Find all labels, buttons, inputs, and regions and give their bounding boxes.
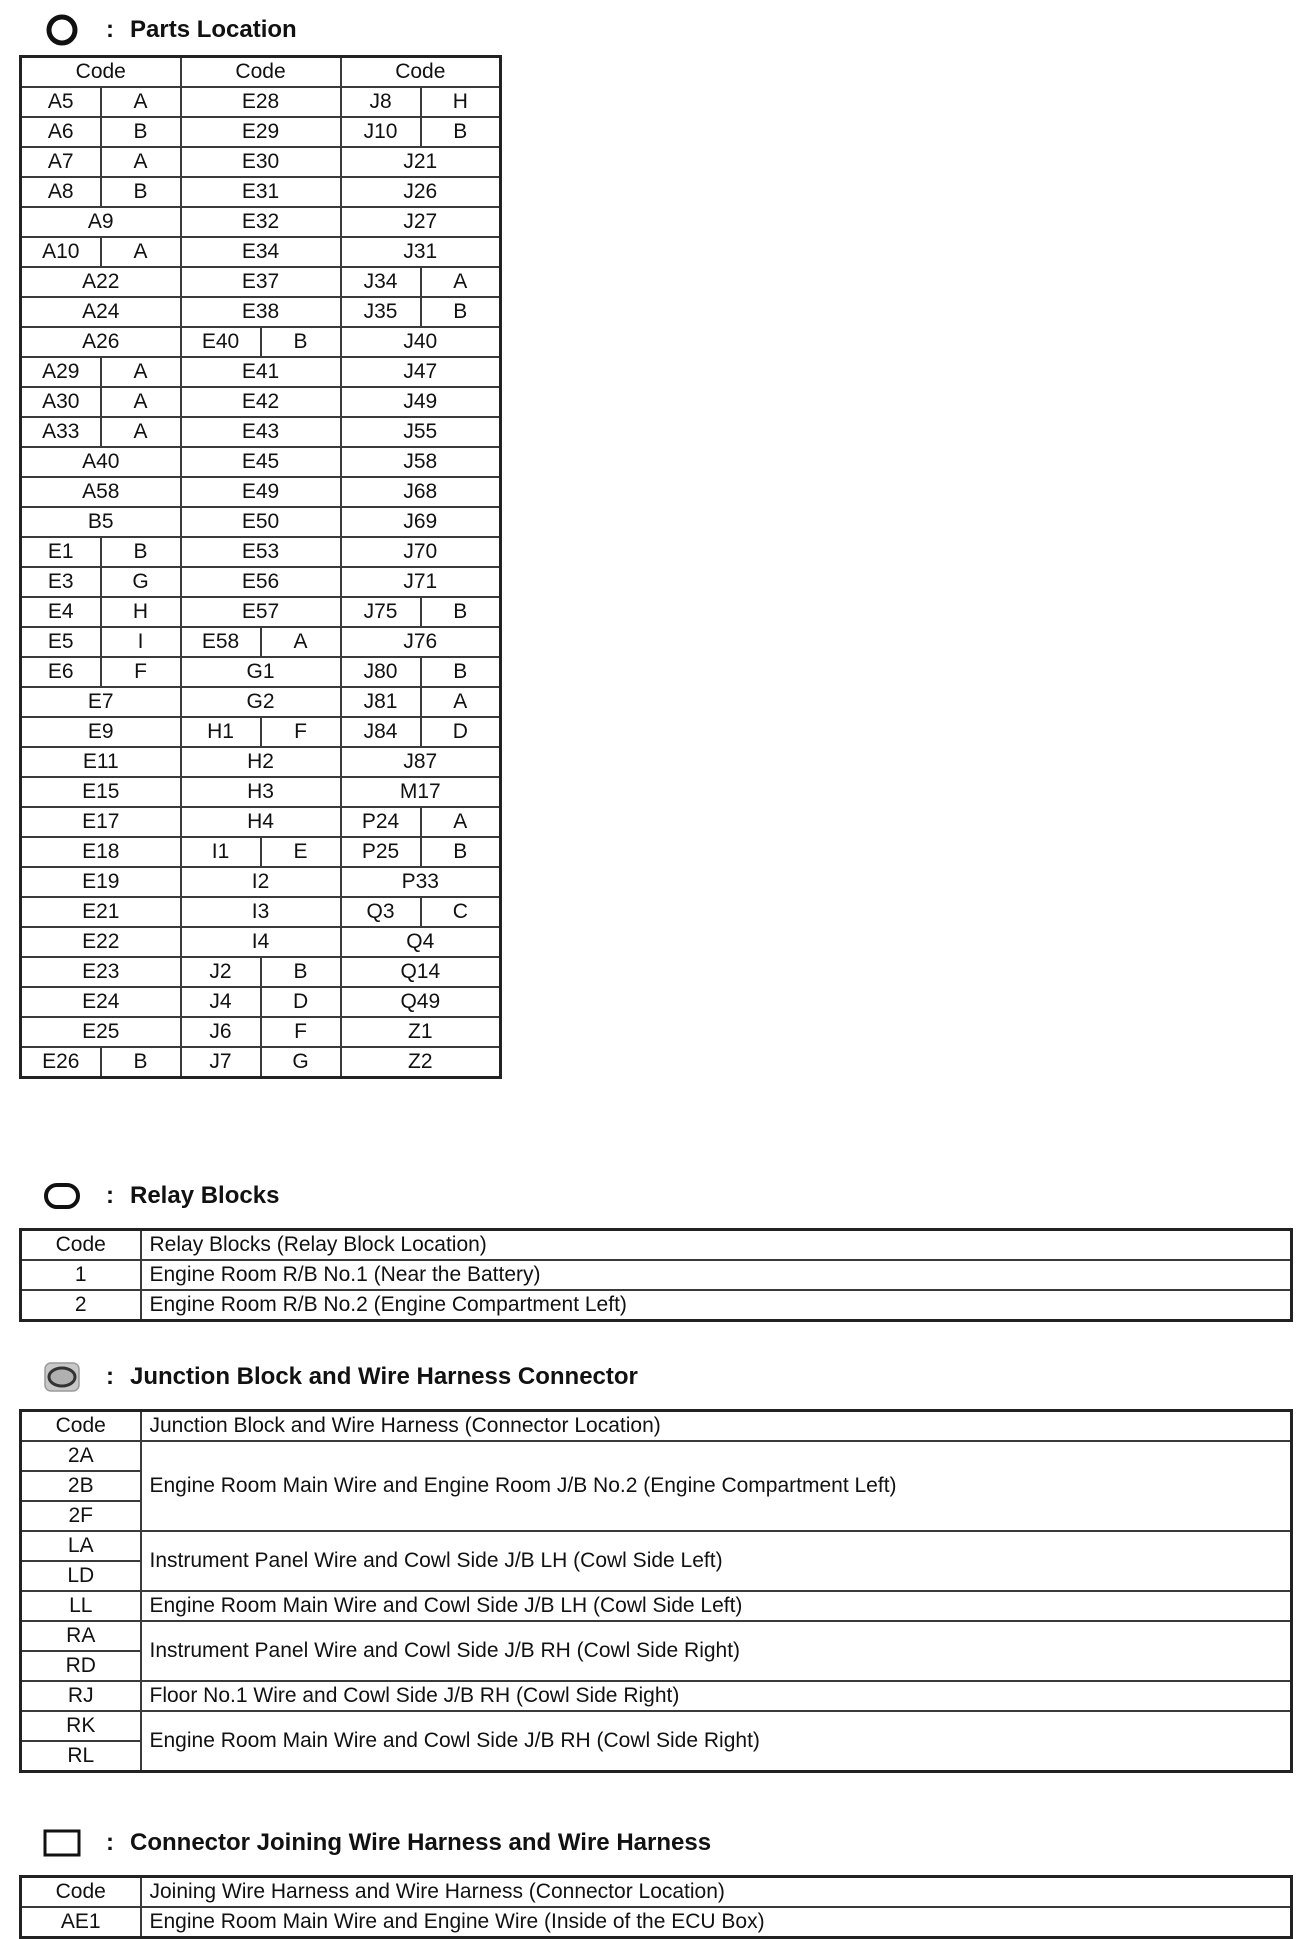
part-code-cell: P25: [341, 837, 421, 867]
location-letter-cell: B: [421, 297, 501, 327]
rectangle-icon: [42, 1826, 82, 1860]
joining-connector-heading: [42, 1823, 711, 1863]
part-code-cell: I4: [181, 927, 341, 957]
table-row: [21, 1260, 1292, 1290]
part-code-cell: E11: [21, 747, 181, 777]
table-row: [21, 1711, 1292, 1741]
location-letter-cell: B: [101, 1047, 181, 1078]
table-row: [21, 927, 501, 957]
location-letter-cell: F: [261, 1017, 341, 1047]
part-code-cell: Q4: [341, 927, 501, 957]
part-code-cell: E49: [181, 477, 341, 507]
description-cell: Floor No.1 Wire and Cowl Side J/B RH (Cowl Side Right): [141, 1681, 1292, 1711]
part-code-cell: J49: [341, 387, 501, 417]
code-cell: LA: [21, 1531, 141, 1561]
part-code-cell: E29: [181, 117, 341, 147]
description-column-header: Joining Wire Harness and Wire Harness (Connector Location): [141, 1877, 1292, 1908]
location-letter-cell: A: [421, 807, 501, 837]
part-code-cell: Q3: [341, 897, 421, 927]
description-cell: Instrument Panel Wire and Cowl Side J/B RH (Cowl Side Right): [141, 1621, 1292, 1681]
part-code-cell: E24: [21, 987, 181, 1017]
table-row: [21, 417, 501, 447]
table-row: [21, 1531, 1292, 1561]
table-row: [21, 537, 501, 567]
part-code-cell: J47: [341, 357, 501, 387]
part-code-cell: J21: [341, 147, 501, 177]
part-code-cell: J26: [341, 177, 501, 207]
description-cell: Engine Room Main Wire and Engine Room J/B No.2 (Engine Compartment Left): [141, 1441, 1292, 1531]
part-code-cell: H4: [181, 807, 341, 837]
part-code-cell: E3: [21, 567, 101, 597]
part-code-cell: J40: [341, 327, 501, 357]
part-code-cell: J2: [181, 957, 261, 987]
part-code-cell: J55: [341, 417, 501, 447]
part-code-cell: E6: [21, 657, 101, 687]
part-code-cell: Z1: [341, 1017, 501, 1047]
part-code-cell: E4: [21, 597, 101, 627]
table-row: [21, 987, 501, 1017]
location-letter-cell: B: [421, 117, 501, 147]
location-letter-cell: B: [421, 597, 501, 627]
part-code-cell: A8: [21, 177, 101, 207]
table-row: [21, 1681, 1292, 1711]
location-letter-cell: B: [261, 957, 341, 987]
part-code-cell: E21: [21, 897, 181, 927]
table-row: [21, 147, 501, 177]
code-column-header: Code: [21, 1411, 141, 1442]
location-letter-cell: B: [421, 837, 501, 867]
code-cell: 2B: [21, 1471, 141, 1501]
location-letter-cell: H: [421, 87, 501, 117]
part-code-cell: E9: [21, 717, 181, 747]
shaded-oval-icon: [42, 1360, 82, 1394]
location-letter-cell: A: [101, 357, 181, 387]
part-code-cell: A24: [21, 297, 181, 327]
part-code-cell: Q14: [341, 957, 501, 987]
part-code-cell: A7: [21, 147, 101, 177]
part-code-cell: Q49: [341, 987, 501, 1017]
part-code-cell: I1: [181, 837, 261, 867]
section-title: Connector Joining Wire Harness and Wire Harness: [130, 1829, 712, 1856]
location-letter-cell: D: [261, 987, 341, 1017]
table-row: [21, 387, 501, 417]
table-row: [21, 957, 501, 987]
location-letter-cell: A: [101, 387, 181, 417]
part-code-cell: E42: [181, 387, 341, 417]
table-row: [21, 1441, 1292, 1471]
table-row: [21, 477, 501, 507]
table-row: [21, 357, 501, 387]
heading-colon: :: [106, 1829, 114, 1856]
location-letter-cell: H: [101, 597, 181, 627]
table-row: [21, 507, 501, 537]
part-code-cell: J8: [341, 87, 421, 117]
part-code-cell: E56: [181, 567, 341, 597]
table-row: [21, 87, 501, 117]
code-cell: RL: [21, 1741, 141, 1772]
part-code-cell: J58: [341, 447, 501, 477]
location-letter-cell: F: [101, 657, 181, 687]
part-code-cell: G2: [181, 687, 341, 717]
part-code-cell: E28: [181, 87, 341, 117]
part-code-cell: A5: [21, 87, 101, 117]
part-code-cell: E30: [181, 147, 341, 177]
part-code-cell: E15: [21, 777, 181, 807]
part-code-cell: E26: [21, 1047, 101, 1078]
part-code-cell: J35: [341, 297, 421, 327]
joining-connector-table: [19, 1875, 1293, 1939]
part-code-cell: A58: [21, 477, 181, 507]
relay-blocks-table: [19, 1228, 1293, 1322]
table-row: [21, 267, 501, 297]
part-code-cell: E31: [181, 177, 341, 207]
part-code-cell: J34: [341, 267, 421, 297]
column-header: Code: [181, 57, 341, 88]
table-row: [21, 117, 501, 147]
part-code-cell: A22: [21, 267, 181, 297]
table-row: [21, 447, 501, 477]
location-letter-cell: B: [421, 657, 501, 687]
location-letter-cell: A: [421, 687, 501, 717]
description-cell: Engine Room Main Wire and Engine Wire (Inside of the ECU Box): [141, 1907, 1292, 1938]
table-row: [21, 567, 501, 597]
part-code-cell: A9: [21, 207, 181, 237]
part-code-cell: P24: [341, 807, 421, 837]
table-row: [21, 297, 501, 327]
part-code-cell: J4: [181, 987, 261, 1017]
part-code-cell: E41: [181, 357, 341, 387]
table-row: [21, 597, 501, 627]
table-row: [21, 687, 501, 717]
part-code-cell: E37: [181, 267, 341, 297]
table-row: [21, 237, 501, 267]
code-cell: 2A: [21, 1441, 141, 1471]
part-code-cell: J71: [341, 567, 501, 597]
part-code-cell: J68: [341, 477, 501, 507]
part-code-cell: E57: [181, 597, 341, 627]
section-title: Parts Location: [130, 16, 297, 43]
section-title: Junction Block and Wire Harness Connector: [130, 1363, 638, 1390]
description-cell: Instrument Panel Wire and Cowl Side J/B LH (Cowl Side Left): [141, 1531, 1292, 1591]
part-code-cell: J80: [341, 657, 421, 687]
part-code-cell: E50: [181, 507, 341, 537]
part-code-cell: A26: [21, 327, 181, 357]
parts-location-heading: [42, 10, 297, 50]
table-row: [21, 1047, 501, 1078]
table-row: [21, 747, 501, 777]
part-code-cell: J7: [181, 1047, 261, 1078]
rounded-oval-icon: [42, 1179, 82, 1213]
part-code-cell: E17: [21, 807, 181, 837]
part-code-cell: J75: [341, 597, 421, 627]
part-code-cell: P33: [341, 867, 501, 897]
part-code-cell: E5: [21, 627, 101, 657]
junction-block-heading: [42, 1357, 638, 1397]
location-letter-cell: A: [101, 237, 181, 267]
table-header-row: [21, 1411, 1292, 1442]
code-cell: RA: [21, 1621, 141, 1651]
part-code-cell: E43: [181, 417, 341, 447]
part-code-cell: E1: [21, 537, 101, 567]
part-code-cell: E38: [181, 297, 341, 327]
part-code-cell: H3: [181, 777, 341, 807]
code-cell: 2F: [21, 1501, 141, 1531]
part-code-cell: J6: [181, 1017, 261, 1047]
location-letter-cell: B: [101, 177, 181, 207]
part-code-cell: J27: [341, 207, 501, 237]
part-code-cell: E45: [181, 447, 341, 477]
table-header-row: [21, 1230, 1292, 1261]
part-code-cell: A40: [21, 447, 181, 477]
parts-location-table: [19, 55, 502, 1079]
part-code-cell: E7: [21, 687, 181, 717]
junction-block-table: [19, 1409, 1293, 1773]
part-code-cell: E19: [21, 867, 181, 897]
location-letter-cell: A: [101, 417, 181, 447]
description-column-header: Junction Block and Wire Harness (Connector Location): [141, 1411, 1292, 1442]
part-code-cell: H1: [181, 717, 261, 747]
table-row: [21, 837, 501, 867]
part-code-cell: Z2: [341, 1047, 501, 1078]
table-row: [21, 1907, 1292, 1938]
part-code-cell: E34: [181, 237, 341, 267]
table-header-row: [21, 1877, 1292, 1908]
description-cell: Engine Room R/B No.1 (Near the Battery): [141, 1260, 1292, 1290]
part-code-cell: I2: [181, 867, 341, 897]
table-row: [21, 327, 501, 357]
part-code-cell: A29: [21, 357, 101, 387]
part-code-cell: J70: [341, 537, 501, 567]
part-code-cell: J69: [341, 507, 501, 537]
column-header: Code: [341, 57, 501, 88]
location-letter-cell: G: [101, 567, 181, 597]
heading-colon: :: [106, 16, 114, 43]
table-header-row: [21, 57, 501, 88]
table-row: [21, 897, 501, 927]
description-column-header: Relay Blocks (Relay Block Location): [141, 1230, 1292, 1261]
table-row: [21, 627, 501, 657]
table-row: [21, 1017, 501, 1047]
code-cell: 1: [21, 1260, 141, 1290]
table-row: [21, 657, 501, 687]
table-row: [21, 1621, 1292, 1651]
part-code-cell: E23: [21, 957, 181, 987]
code-column-header: Code: [21, 1877, 141, 1908]
part-code-cell: A30: [21, 387, 101, 417]
location-letter-cell: A: [101, 147, 181, 177]
part-code-cell: I3: [181, 897, 341, 927]
location-letter-cell: B: [101, 537, 181, 567]
table-row: [21, 177, 501, 207]
table-row: [21, 777, 501, 807]
location-letter-cell: I: [101, 627, 181, 657]
part-code-cell: M17: [341, 777, 501, 807]
part-code-cell: A33: [21, 417, 101, 447]
part-code-cell: J81: [341, 687, 421, 717]
table-row: [21, 207, 501, 237]
code-cell: RK: [21, 1711, 141, 1741]
location-letter-cell: A: [421, 267, 501, 297]
part-code-cell: E53: [181, 537, 341, 567]
heading-colon: :: [106, 1363, 114, 1390]
part-code-cell: E32: [181, 207, 341, 237]
part-code-cell: J84: [341, 717, 421, 747]
code-cell: RJ: [21, 1681, 141, 1711]
table-row: [21, 867, 501, 897]
location-letter-cell: D: [421, 717, 501, 747]
code-cell: LL: [21, 1591, 141, 1621]
location-letter-cell: B: [101, 117, 181, 147]
part-code-cell: J87: [341, 747, 501, 777]
part-code-cell: E25: [21, 1017, 181, 1047]
table-row: [21, 1591, 1292, 1621]
description-cell: Engine Room R/B No.2 (Engine Compartment Left): [141, 1290, 1292, 1321]
part-code-cell: E22: [21, 927, 181, 957]
location-letter-cell: E: [261, 837, 341, 867]
table-row: [21, 807, 501, 837]
table-row: [21, 1290, 1292, 1321]
part-code-cell: J31: [341, 237, 501, 267]
part-code-cell: J76: [341, 627, 501, 657]
part-code-cell: B5: [21, 507, 181, 537]
code-column-header: Code: [21, 1230, 141, 1261]
code-cell: AE1: [21, 1907, 141, 1938]
part-code-cell: J10: [341, 117, 421, 147]
table-row: [21, 717, 501, 747]
relay-blocks-heading: [42, 1176, 279, 1216]
part-code-cell: E58: [181, 627, 261, 657]
part-code-cell: H2: [181, 747, 341, 777]
part-code-cell: E18: [21, 837, 181, 867]
location-letter-cell: C: [421, 897, 501, 927]
location-letter-cell: G: [261, 1047, 341, 1078]
location-letter-cell: B: [261, 327, 341, 357]
part-code-cell: E40: [181, 327, 261, 357]
column-header: Code: [21, 57, 181, 88]
part-code-cell: A10: [21, 237, 101, 267]
code-cell: LD: [21, 1561, 141, 1591]
code-cell: RD: [21, 1651, 141, 1681]
section-title: Relay Blocks: [130, 1182, 280, 1209]
part-code-cell: A6: [21, 117, 101, 147]
part-code-cell: G1: [181, 657, 341, 687]
location-letter-cell: F: [261, 717, 341, 747]
code-cell: 2: [21, 1290, 141, 1321]
location-letter-cell: A: [261, 627, 341, 657]
location-letter-cell: A: [101, 87, 181, 117]
description-cell: Engine Room Main Wire and Cowl Side J/B RH (Cowl Side Right): [141, 1711, 1292, 1772]
description-cell: Engine Room Main Wire and Cowl Side J/B LH (Cowl Side Left): [141, 1591, 1292, 1621]
circle-icon: [42, 13, 82, 47]
heading-colon: :: [106, 1182, 114, 1209]
